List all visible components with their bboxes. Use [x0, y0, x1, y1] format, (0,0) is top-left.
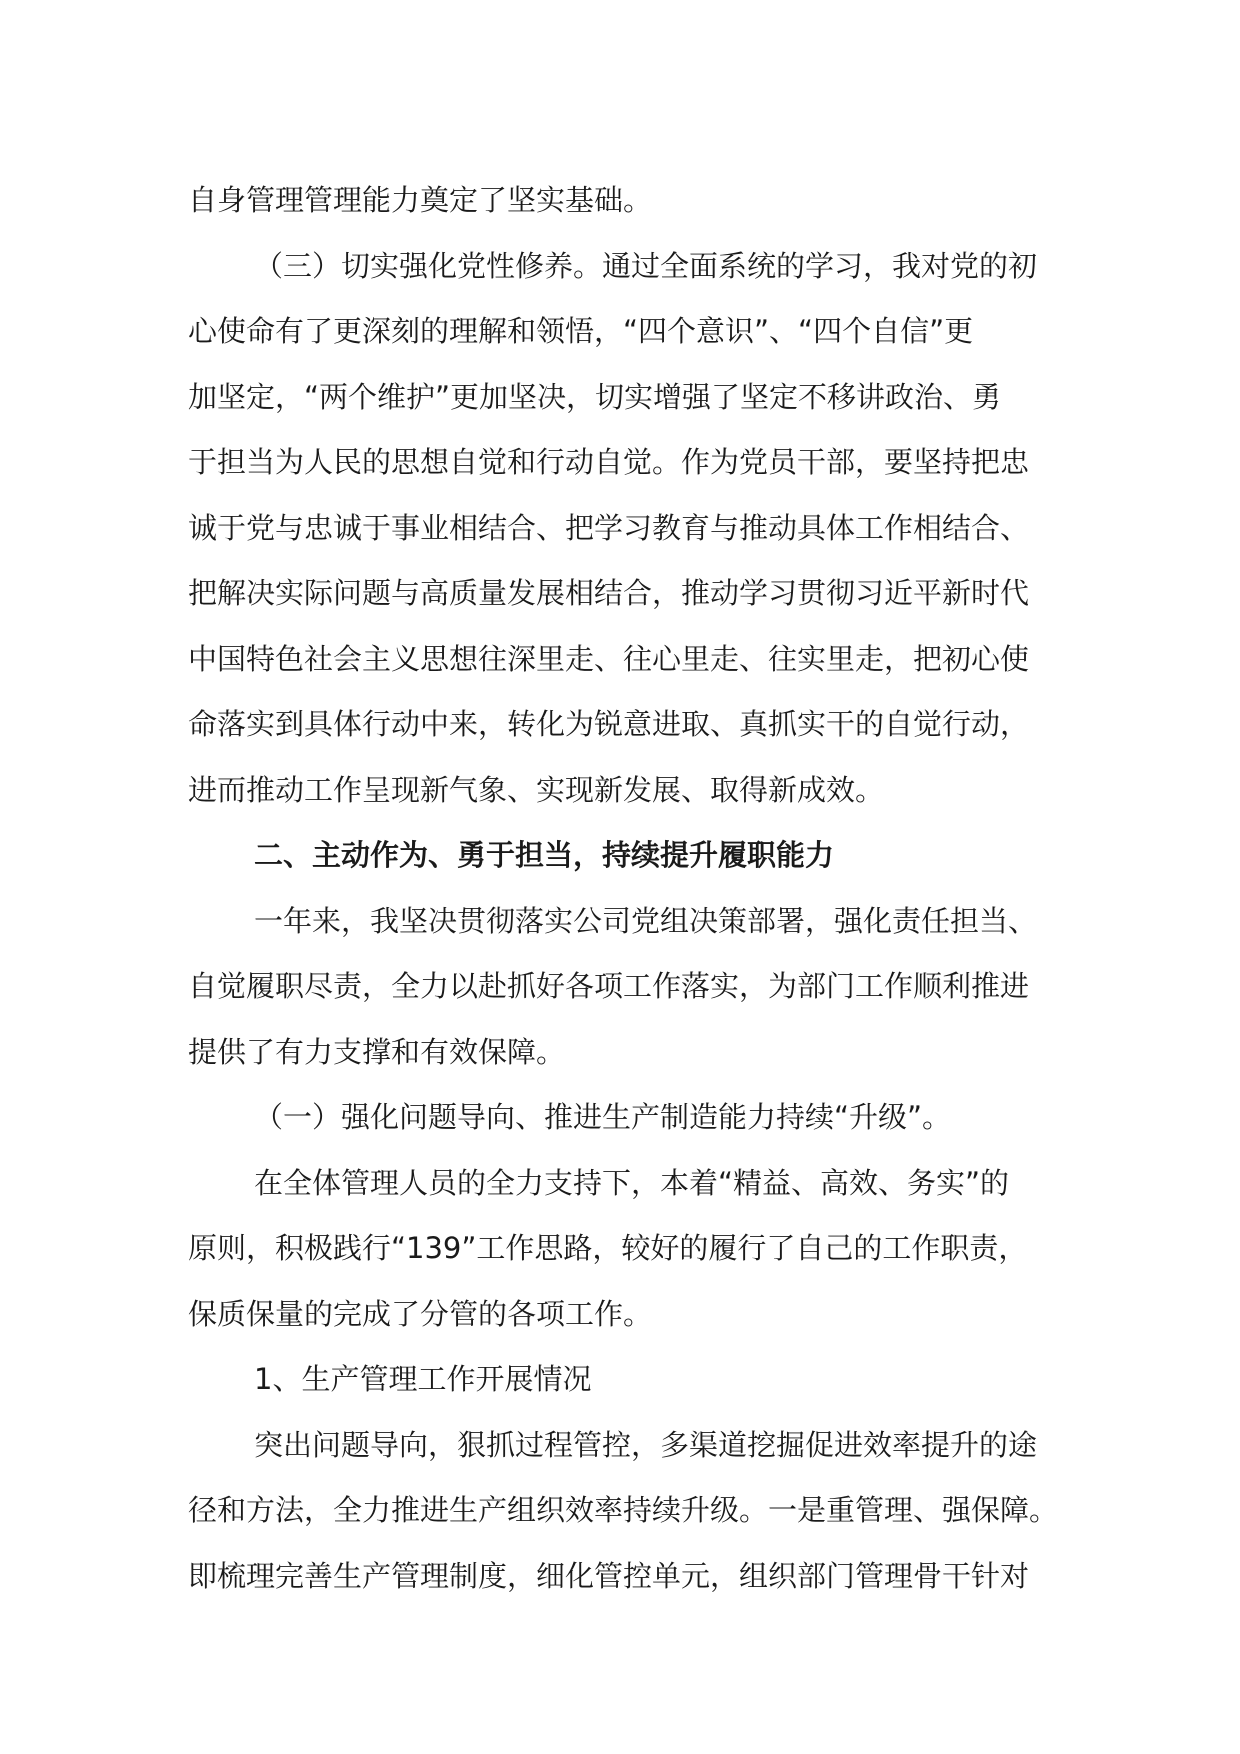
text-line: 1、生产管理工作开展情况: [254, 1362, 592, 1396]
text-line: 自觉履职尽责，全力以赴抓好各项工作落实，为部门工作顺利推进: [188, 969, 1030, 1003]
text-line: 命落实到具体行动中来，转化为锐意进取、真抓实干的自觉行动，: [188, 707, 1030, 741]
text-line: 一年来，我坚决贯彻落实公司党组决策部署，强化责任担当、: [254, 903, 1038, 938]
text-line: 原则，积极践行“139”工作思路，较好的履行了自己的工作职责，: [188, 1231, 1028, 1265]
document-page: [188, 168, 1068, 1609]
text-line: 即梳理完善生产管理制度，细化管控单元，组织部门管理骨干针对: [188, 1558, 1030, 1593]
text-line: 中国特色社会主义思想往深里走、往心里走、往实里走，把初心使: [188, 641, 1030, 676]
text-line: 提供了有力支撑和有效保障。: [188, 1034, 566, 1069]
text-line: 自身管理管理能力奠定了坚实基础。: [188, 183, 653, 217]
text-line: 于担当为人民的思想自觉和行动自觉。作为党员干部，要坚持把忠: [188, 445, 1030, 479]
text-line: 诚于党与忠诚于事业相结合、把学习教育与推动具体工作相结合、: [188, 510, 1030, 545]
text-line: 把解决实际问题与高质量发展相结合，推动学习贯彻习近平新时代: [188, 576, 1030, 610]
section-heading: 二、主动作为、勇于担当，持续提升履职能力: [254, 838, 835, 872]
text-line: 保质保量的完成了分管的各项工作。: [188, 1296, 653, 1331]
text-line: 径和方法，全力推进生产组织效率持续升级。一是重管理、强保障。: [188, 1493, 1059, 1527]
text-line: 在全体管理人员的全力支持下，本着“精益、高效、务实”的: [254, 1165, 1010, 1200]
text-line: 突出问题导向，狠抓过程管控，多渠道挖掘促进效率提升的途: [254, 1427, 1038, 1462]
text-line: 进而推动工作呈现新气象、实现新发展、取得新成效。: [188, 772, 885, 807]
text-line: 加坚定，“两个维护”更加坚决，切实增强了坚定不移讲政治、勇: [188, 379, 1002, 414]
text-line: （三）切实强化党性修养。通过全面系统的学习，我对党的初: [254, 248, 1038, 283]
text-line: （一）强化问题导向、推进生产制造能力持续“升级”。: [254, 1100, 952, 1134]
text-line: 心使命有了更深刻的理解和领悟，“四个意识”、“四个自信”更: [188, 314, 974, 348]
